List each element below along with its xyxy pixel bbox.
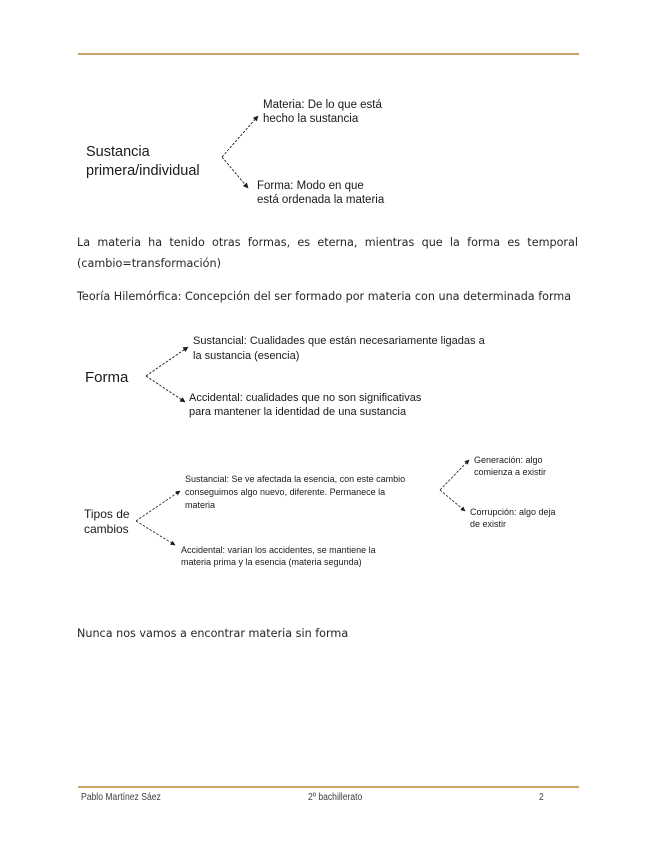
diagram1-root-line1: Sustancia — [86, 144, 150, 160]
diagram2-top-line2: la sustancia (esencia) — [193, 350, 300, 362]
paragraph-materia-line2: (cambio=transformación) — [77, 257, 221, 270]
diagram1-top-line1: Materia: De lo que está — [263, 99, 382, 111]
diagram3-bottom-line2: materia prima y la esencia (materia segunda) — [181, 557, 362, 567]
diagram-tipos-de-cambios — [84, 455, 556, 567]
paragraph-conclusion: Nunca nos vamos a encontrar materia sin forma — [77, 627, 349, 640]
footer-rule — [78, 786, 579, 788]
footer-course: 2º bachillerato — [308, 792, 363, 803]
diagram3-sub-top-line1: Generación: algo — [474, 455, 543, 465]
diagram3-sub-top-line2: comienza a existir — [474, 467, 547, 477]
footer-author: Pablo Martínez Sáez — [81, 792, 161, 803]
diagram2-arrow-bottom — [146, 376, 185, 402]
diagram2-bottom-line2: para mantener la identidad de una sustancia — [189, 406, 407, 418]
diagram1-bottom-line2: está ordenada la materia — [257, 194, 385, 206]
diagram3-top-line1: Sustancial: Se ve afectada la esencia, con este cambio — [185, 474, 406, 484]
diagram3-bottom-line1: Accidental: varían los accidentes, se mantiene la — [181, 545, 376, 555]
diagram3-top-line2: conseguimos algo nuevo, diferente. Permanece la — [185, 487, 386, 497]
diagram-sustancia — [86, 99, 385, 206]
diagram3-arrow-top — [136, 491, 180, 521]
diagram-forma — [85, 335, 486, 418]
diagram1-arrow-top — [222, 116, 258, 157]
diagram2-arrow-top — [146, 347, 188, 376]
diagram3-top-line3: materia — [185, 500, 216, 510]
diagram1-root-line2: primera/individual — [86, 163, 200, 179]
diagram2-bottom-line1: Accidental: cualidades que no son significativas — [189, 392, 422, 404]
diagram3-sub-bottom-line2: de existir — [470, 519, 507, 529]
diagram1-top-line2: hecho la sustancia — [263, 113, 359, 125]
diagram2-root: Forma — [85, 369, 129, 386]
paragraph-teoria-hilemorfica: Teoría Hilemórfica: Concepción del ser formado por materia con una determinada forma — [77, 290, 572, 303]
diagram3-sub-bottom-line1: Corrupción: algo deja — [470, 507, 556, 517]
diagram3-sub-arrow-top — [440, 460, 469, 490]
diagram2-top-line1: Sustancial: Cualidades que están necesariamente ligadas a — [193, 335, 485, 347]
diagram3-root-line1: Tipos de — [84, 507, 130, 521]
diagram1-bottom-line1: Forma: Modo en que — [257, 180, 364, 192]
diagram3-arrow-bottom — [136, 521, 175, 545]
diagram3-root-line2: cambios — [84, 522, 129, 536]
paragraph-materia-line1: La materia ha tenido otras formas, es eterna, mientras que la forma es temporal — [77, 236, 578, 249]
footer-page-number: 2 — [539, 792, 544, 803]
diagram3-sub-arrow-bottom — [440, 490, 465, 511]
diagram1-arrow-bottom — [222, 157, 248, 188]
